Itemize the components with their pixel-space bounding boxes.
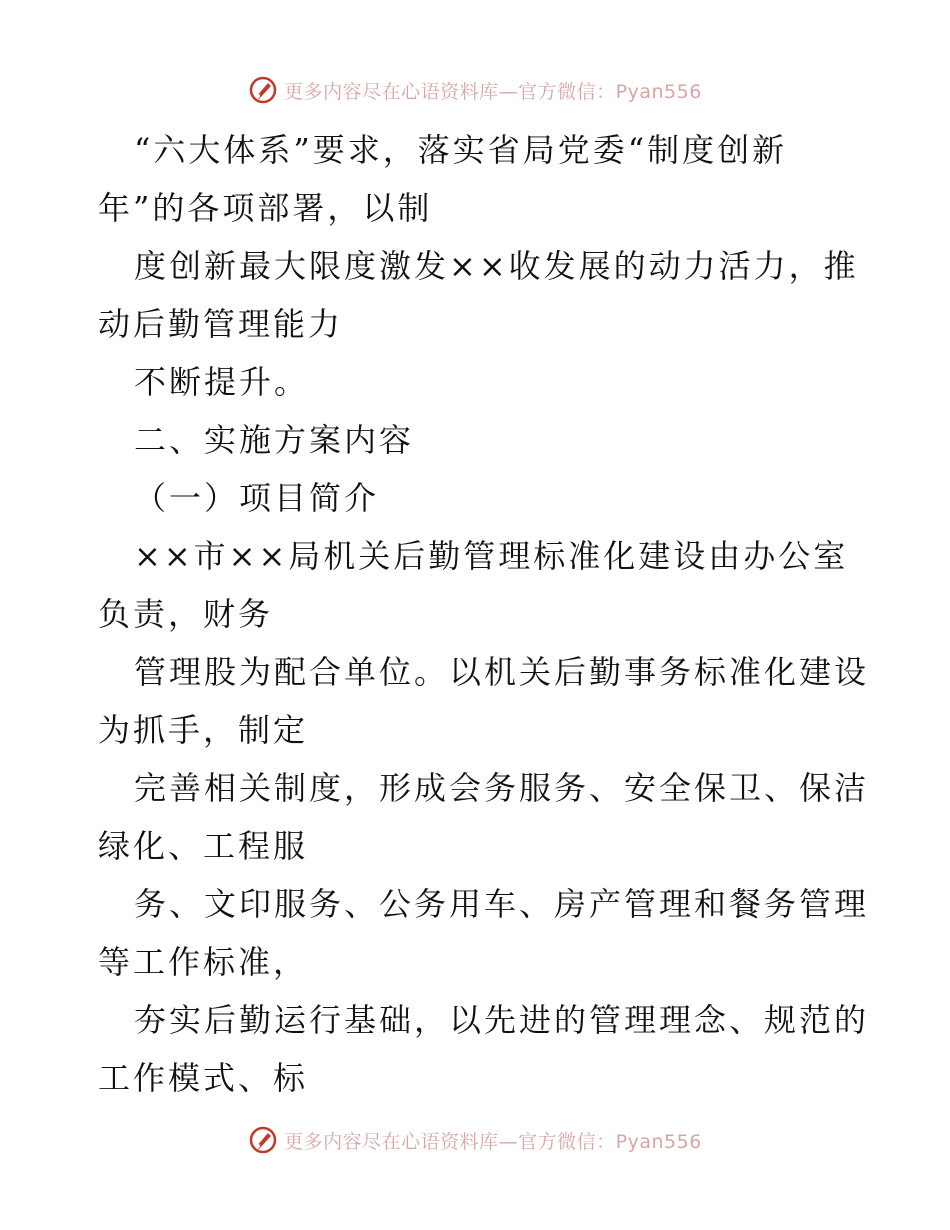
- pen-seal-icon: [248, 1125, 278, 1155]
- subsection-heading: （一）项目简介: [134, 479, 380, 517]
- body-line: 务、文印服务、公务用车、房产管理和餐务管理: [134, 885, 870, 923]
- body-line: 年”的各项部署，以制: [98, 189, 433, 227]
- body-line: 完善相关制度，形成会务服务、安全保卫、保洁: [134, 769, 870, 807]
- body-line: 绿化、工程服: [98, 827, 309, 865]
- body-line: 夯实后勤运行基础，以先进的管理理念、规范的: [134, 1001, 870, 1039]
- body-line: 工作模式、标: [98, 1059, 309, 1097]
- body-line: 为抓手，制定: [98, 711, 309, 749]
- footer-banner-text: 更多内容尽在心语资料库—官方微信：Pyan556: [284, 1130, 702, 1153]
- document-body: [98, 121, 870, 1107]
- header-banner-text: 更多内容尽在心语资料库—官方微信：Pyan556: [284, 80, 702, 103]
- body-line: 度创新最大限度激发××收发展的动力活力，推: [134, 247, 859, 285]
- header-banner: [0, 70, 950, 110]
- body-line: 管理股为配合单位。以机关后勤事务标准化建设: [134, 653, 870, 691]
- body-line: 不断提升。: [134, 363, 310, 401]
- footer-banner: [0, 1120, 950, 1160]
- body-line: 动后勤管理能力: [98, 305, 344, 343]
- section-heading: 二、实施方案内容: [134, 421, 415, 459]
- body-line: ××市××局机关后勤管理标准化建设由办公室: [134, 537, 849, 575]
- body-line: 等工作标准，: [98, 943, 309, 981]
- body-line: “六大体系”要求，落实省局党委“制度创新: [134, 131, 788, 169]
- body-line: 负责，财务: [98, 595, 274, 633]
- pen-seal-icon: [248, 75, 278, 105]
